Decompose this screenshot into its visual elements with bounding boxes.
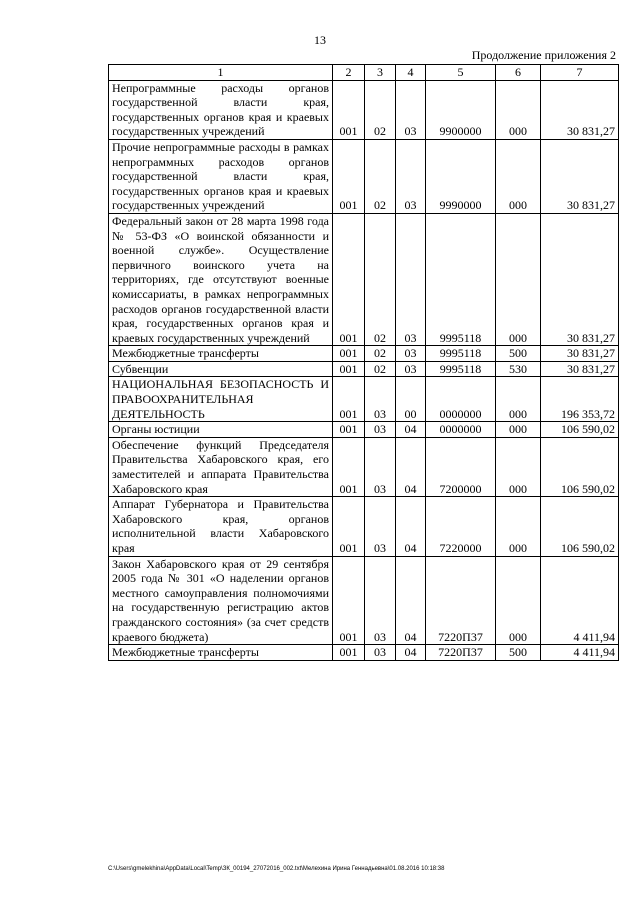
table-row [109, 556, 619, 645]
row-name-cell: Федеральный закон от 28 марта 1998 года № 53-ФЗ «О воинской обязанности и военной службе». Осуществление первичного воинского учета на территориях, где отсутствуют военные комиссариаты, в рамках непрограммных расходов органов государственной власти края, государственных органов края и краевых государственных учреждений [109, 213, 333, 345]
row-name-cell: Закон Хабаровского края от 29 сентября 2005 года № 301 «О наделении органов местного самоуправления полномочиями на государственную регистрацию актов гражданского состояния» (за счет средств краевого бюджета) [109, 556, 333, 645]
row-amount-cell: 4 411,94 [541, 556, 619, 645]
row-subsection-cell: 00 [396, 377, 426, 422]
row-section-cell: 03 [365, 377, 396, 422]
row-expense-type-cell: 500 [496, 346, 541, 362]
row-section-cell: 02 [365, 139, 396, 213]
row-amount-cell: 4 411,94 [541, 645, 619, 661]
row-subsection-cell: 03 [396, 213, 426, 345]
row-amount-cell: 106 590,02 [541, 422, 619, 438]
row-code-cell: 001 [333, 213, 365, 345]
column-header: 1 [109, 65, 333, 81]
table-row [109, 80, 619, 139]
row-target-article-cell: 7220П37 [426, 556, 496, 645]
row-name-cell: Межбюджетные трансферты [109, 346, 333, 362]
row-code-cell: 001 [333, 437, 365, 496]
continuation-label: Продолжение приложения 2 [471, 48, 616, 62]
row-target-article-cell: 9990000 [426, 139, 496, 213]
table-row [109, 361, 619, 377]
row-subsection-cell: 03 [396, 80, 426, 139]
row-code-cell: 001 [333, 556, 365, 645]
row-expense-type-cell: 530 [496, 361, 541, 377]
table-row [109, 645, 619, 661]
row-expense-type-cell: 000 [496, 556, 541, 645]
row-section-cell: 03 [365, 437, 396, 496]
table-header-row [109, 65, 619, 81]
file-path-footer: C:\Users\gmelekhina\AppData\Local\Temp\ЗК_00194_27072016_002.txt\Мелехина Ирина Геннадьевна\01.08.2016 10:18:38 [108, 866, 445, 872]
row-code-cell: 001 [333, 497, 365, 556]
row-code-cell: 001 [333, 645, 365, 661]
row-subsection-cell: 04 [396, 645, 426, 661]
column-header: 6 [496, 65, 541, 81]
row-target-article-cell: 7220П37 [426, 645, 496, 661]
row-expense-type-cell: 000 [496, 422, 541, 438]
row-subsection-cell: 04 [396, 556, 426, 645]
row-expense-type-cell: 000 [496, 377, 541, 422]
row-name-cell: Межбюджетные трансферты [109, 645, 333, 661]
table-row [109, 497, 619, 556]
row-amount-cell: 196 353,72 [541, 377, 619, 422]
row-section-cell: 02 [365, 213, 396, 345]
row-subsection-cell: 04 [396, 422, 426, 438]
row-section-cell: 03 [365, 497, 396, 556]
row-section-cell: 03 [365, 422, 396, 438]
row-expense-type-cell: 000 [496, 80, 541, 139]
row-name-cell: НАЦИОНАЛЬНАЯ БЕЗОПАСНОСТЬ И ПРАВООХРАНИТЕЛЬНАЯ ДЕЯТЕЛЬНОСТЬ [109, 377, 333, 422]
row-code-cell: 001 [333, 80, 365, 139]
column-header: 2 [333, 65, 365, 81]
table-row [109, 346, 619, 362]
row-target-article-cell: 9995118 [426, 361, 496, 377]
row-expense-type-cell: 000 [496, 213, 541, 345]
row-target-article-cell: 7220000 [426, 497, 496, 556]
budget-table [108, 64, 619, 661]
row-section-cell: 02 [365, 80, 396, 139]
row-amount-cell: 30 831,27 [541, 139, 619, 213]
column-header: 4 [396, 65, 426, 81]
row-amount-cell: 30 831,27 [541, 346, 619, 362]
column-header: 3 [365, 65, 396, 81]
row-subsection-cell: 04 [396, 437, 426, 496]
row-amount-cell: 30 831,27 [541, 361, 619, 377]
row-expense-type-cell: 000 [496, 437, 541, 496]
row-expense-type-cell: 000 [496, 497, 541, 556]
table-row [109, 422, 619, 438]
row-code-cell: 001 [333, 361, 365, 377]
row-amount-cell: 106 590,02 [541, 497, 619, 556]
row-target-article-cell: 7200000 [426, 437, 496, 496]
row-target-article-cell: 9995118 [426, 346, 496, 362]
row-name-cell: Субвенции [109, 361, 333, 377]
row-code-cell: 001 [333, 139, 365, 213]
row-name-cell: Обеспечение функций Председателя Правительства Хабаровского края, его заместителей и аппарата Правительства Хабаровского края [109, 437, 333, 496]
column-header: 5 [426, 65, 496, 81]
row-amount-cell: 106 590,02 [541, 437, 619, 496]
row-target-article-cell: 9995118 [426, 213, 496, 345]
row-name-cell: Непрограммные расходы органов государственной власти края, государственных органов края и краевых государственных учреждений [109, 80, 333, 139]
row-subsection-cell: 03 [396, 346, 426, 362]
row-subsection-cell: 03 [396, 361, 426, 377]
table-row [109, 213, 619, 345]
row-name-cell: Органы юстиции [109, 422, 333, 438]
column-header: 7 [541, 65, 619, 81]
page-number: 13 [314, 33, 326, 47]
row-amount-cell: 30 831,27 [541, 80, 619, 139]
row-target-article-cell: 0000000 [426, 377, 496, 422]
table-row [109, 437, 619, 496]
row-target-article-cell: 9900000 [426, 80, 496, 139]
row-code-cell: 001 [333, 422, 365, 438]
row-section-cell: 02 [365, 346, 396, 362]
table-row [109, 139, 619, 213]
row-name-cell: Прочие непрограммные расходы в рамках непрограммных расходов органов государственной власти края, государственных органов края и краевых государственных учреждений [109, 139, 333, 213]
row-section-cell: 03 [365, 556, 396, 645]
row-expense-type-cell: 000 [496, 139, 541, 213]
row-subsection-cell: 04 [396, 497, 426, 556]
row-subsection-cell: 03 [396, 139, 426, 213]
row-code-cell: 001 [333, 377, 365, 422]
table-row [109, 377, 619, 422]
row-section-cell: 02 [365, 361, 396, 377]
row-code-cell: 001 [333, 346, 365, 362]
row-target-article-cell: 0000000 [426, 422, 496, 438]
row-expense-type-cell: 500 [496, 645, 541, 661]
row-amount-cell: 30 831,27 [541, 213, 619, 345]
row-section-cell: 03 [365, 645, 396, 661]
row-name-cell: Аппарат Губернатора и Правительства Хабаровского края, органов исполнительной власти Хабаровского края [109, 497, 333, 556]
